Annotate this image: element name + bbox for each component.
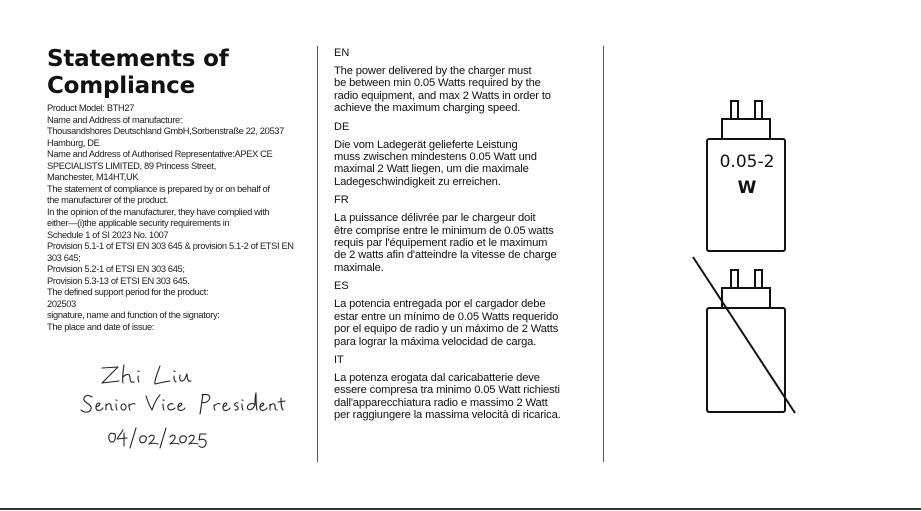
statement-line: radio equipment, and max 2 Watts in order to bbox=[334, 89, 551, 102]
language-heading-it: IT bbox=[334, 353, 344, 366]
compliance-line: the manufacturer of the product. bbox=[47, 195, 169, 205]
statement-line: La puissance délivrée par le chargeur doit bbox=[334, 212, 536, 225]
handwritten-signature bbox=[78, 360, 298, 455]
statement-line: être comprise entre le minimum de 0.05 watts bbox=[334, 224, 554, 237]
compliance-line: Schedule 1 of SI 2023 No. 1007 bbox=[47, 229, 169, 240]
column-divider-right bbox=[603, 46, 604, 462]
compliance-line: either—(i)the applicable security requirements in bbox=[47, 218, 230, 228]
compliance-line: Name and Address of manufacture: bbox=[47, 114, 183, 125]
statement-line: Ladegeschwindigkeit zu erreichen. bbox=[334, 175, 501, 188]
statement-paragraph-fr bbox=[334, 212, 596, 274]
compliance-line: In the opinion of the manufacturer, they have complied with bbox=[47, 206, 270, 217]
statements-of-compliance bbox=[47, 46, 312, 333]
charger-statement bbox=[334, 46, 596, 427]
statement-line: be between min 0.05 Watts required by the bbox=[334, 77, 541, 90]
compliance-line: signature, name and function of the signatory: bbox=[47, 310, 220, 320]
statement-line: achieve the maximum charging speed. bbox=[334, 102, 521, 115]
compliance-line: 202503 bbox=[47, 298, 76, 309]
statement-line: para lograr la máxima velocidad de carga. bbox=[334, 335, 537, 348]
compliance-text bbox=[47, 103, 312, 333]
title-line-2: Compliance bbox=[47, 73, 196, 99]
statement-line: per raggiungere la massima velocità di ricarica. bbox=[334, 409, 561, 422]
compliance-line: Product Model: BTH27 bbox=[47, 103, 135, 113]
charger-wattage-icon bbox=[700, 96, 790, 256]
charger-watts-label: 0.05-2 bbox=[719, 152, 775, 172]
statement-line: The power delivered by the charger must bbox=[334, 65, 532, 77]
language-heading-de: DE bbox=[334, 120, 350, 133]
compliance-line: Provision 5.3-13 of ETSI EN 303 645. bbox=[47, 275, 190, 286]
column-divider-left bbox=[317, 46, 318, 462]
statement-paragraph-it bbox=[334, 372, 596, 422]
statement-line: essere compresa tra minimo 0.05 Watt richiesti bbox=[334, 384, 560, 397]
language-heading-fr: FR bbox=[334, 194, 349, 207]
statement-line: de 2 watts afin d'atteindre la vitesse de charge bbox=[334, 249, 557, 262]
statement-line: estar entre un mínimo de 0.05 Watts requerido bbox=[334, 310, 559, 323]
statement-line: La potenza erogata dal caricabatterie deve bbox=[334, 371, 540, 384]
compliance-line: The defined support period for the product: bbox=[47, 287, 209, 297]
compliance-line: The statement of compliance is prepared by or on behalf of bbox=[47, 183, 270, 194]
statement-line: dall'apparecchiatura radio e massimo 2 Watt bbox=[334, 396, 548, 409]
compliance-line: Name and Address of Authorised Representative:APEX CE bbox=[47, 149, 273, 159]
statement-line: maximale. bbox=[334, 261, 384, 274]
statement-line: muss zwischen mindestens 0.05 Watt und bbox=[334, 151, 537, 164]
language-heading-en: EN bbox=[334, 47, 350, 59]
language-heading-es: ES bbox=[334, 280, 349, 293]
footer-rule bbox=[0, 508, 921, 510]
no-charger-included-icon bbox=[688, 255, 800, 415]
statement-paragraph-de bbox=[334, 139, 596, 189]
compliance-line: Thousandshores Deutschland GmbH,Sorbenstraße 22, 20537 bbox=[47, 126, 284, 136]
compliance-line: Manchester, M14HT,UK bbox=[47, 172, 139, 182]
compliance-line: Provision 5.2-1 of ETSI EN 303 645; bbox=[47, 264, 185, 274]
statement-line: Die vom Ladegerät gelieferte Leistung bbox=[334, 138, 518, 151]
charger-plug-icon bbox=[700, 96, 790, 256]
statement-paragraph-en bbox=[334, 65, 596, 115]
compliance-line: The place and date of issue: bbox=[47, 321, 155, 332]
statement-paragraph-es bbox=[334, 298, 596, 348]
page-title bbox=[47, 46, 312, 100]
statement-line: La potencia entregada por el cargador debe bbox=[334, 298, 546, 311]
statement-line: requis par l'équipement radio et le maximum bbox=[334, 237, 548, 250]
compliance-line: SPECIALISTS LIMITED, 89 Princess Street, bbox=[47, 160, 216, 171]
crossed-charger-icon bbox=[688, 255, 800, 415]
compliance-line: 303 645; bbox=[47, 252, 81, 263]
statement-line: maximal 2 Watt liegen, um die maximale bbox=[334, 163, 529, 176]
charger-unit-label: W bbox=[737, 178, 757, 198]
compliance-line: Hamburg, DE bbox=[47, 137, 100, 148]
compliance-line: Provision 5.1-1 of ETSI EN 303 645 & provision 5.1-2 of ETSI EN bbox=[47, 241, 294, 251]
title-line-1: Statements of bbox=[47, 46, 229, 72]
statement-line: por el equipo de radio y un máximo de 2 Watts bbox=[334, 323, 559, 336]
